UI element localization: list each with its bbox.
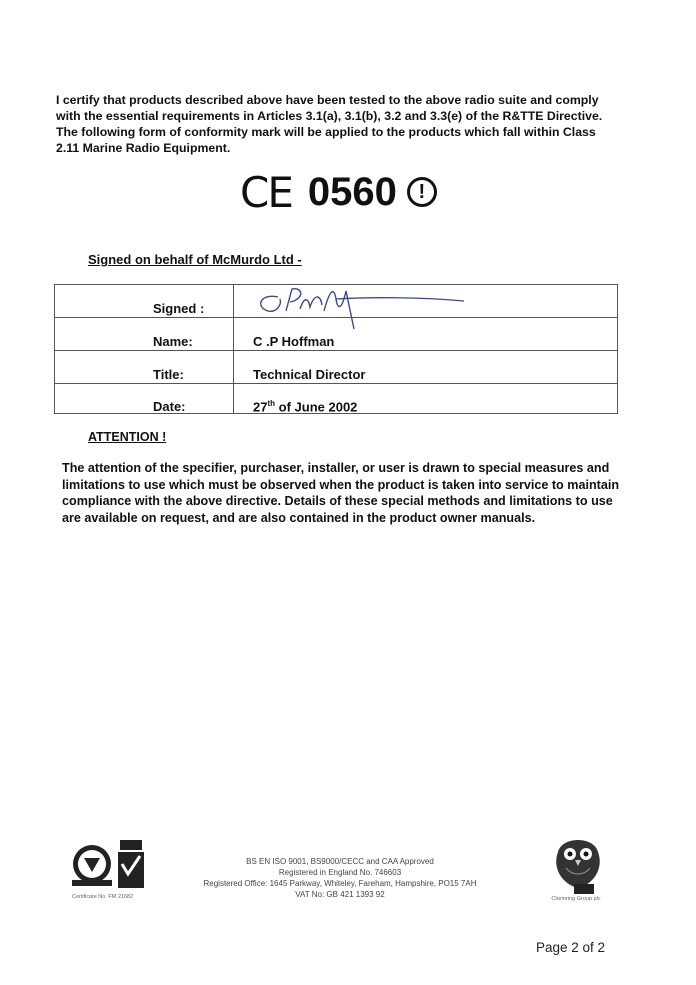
page-number: Page 2 of 2 (536, 940, 606, 955)
footer-registration: Registered in England No. 746603 (278, 868, 402, 877)
attention-paragraph: The attention of the specifier, purchaser, installer, or user is drawn to special measures and limitations to use which must be observed when the product is taken into service to maintain compliance with the above directive. Details of these special methods and limitations to use are available on request, and are also contained in the product owner manuals. (62, 461, 620, 525)
footer-text (170, 856, 510, 900)
group-name: Chemring Group plc (551, 896, 601, 902)
signed-label: Signed : (153, 301, 205, 316)
conformity-mark (240, 168, 470, 216)
handwritten-signature (250, 285, 470, 345)
title-label: Title: (153, 367, 184, 382)
signed-on-behalf-heading: Signed on behalf of McMurdo Ltd - (88, 252, 302, 267)
name-value: C .P Hoffman (253, 334, 335, 349)
column-divider (233, 285, 234, 413)
ce-logo: CE (240, 167, 292, 217)
date-value: 27th of June 2002 (253, 399, 358, 415)
table-row-title (55, 351, 617, 384)
alert-sign-icon: ! (407, 177, 437, 207)
certificate-number: Certificate No. FM 21682 (72, 894, 134, 900)
title-value: Technical Director (253, 367, 366, 382)
owl-logo (548, 832, 608, 896)
table-row-date (55, 383, 617, 414)
bsi-registered-logo (70, 836, 150, 894)
name-label: Name: (153, 334, 193, 349)
footer-approvals: BS EN ISO 9001, BS9000/CECC and CAA Approved (246, 857, 434, 866)
signature-table (54, 284, 618, 414)
certification-paragraph: I certify that products described above have been tested to the above radio suite and comply with the essential requirements in Articles 3.1(a), 3.1(b), 3.2 and 3.3(e) of the R&TTE Directive. The following form of conformity mark will be applied to the products which fall within Class 2.11 Marine Radio Equipment. (56, 93, 603, 155)
notified-body-number: 0560 (307, 169, 397, 214)
footer-office: Registered Office: 1645 Parkway, Whiteley, Fareham, Hampshire, PO15 7AH (203, 879, 477, 888)
attention-heading: ATTENTION ! (88, 430, 167, 444)
date-label: Date: (153, 399, 186, 414)
footer-vat: VAT No: GB 421 1393 92 (295, 890, 385, 899)
